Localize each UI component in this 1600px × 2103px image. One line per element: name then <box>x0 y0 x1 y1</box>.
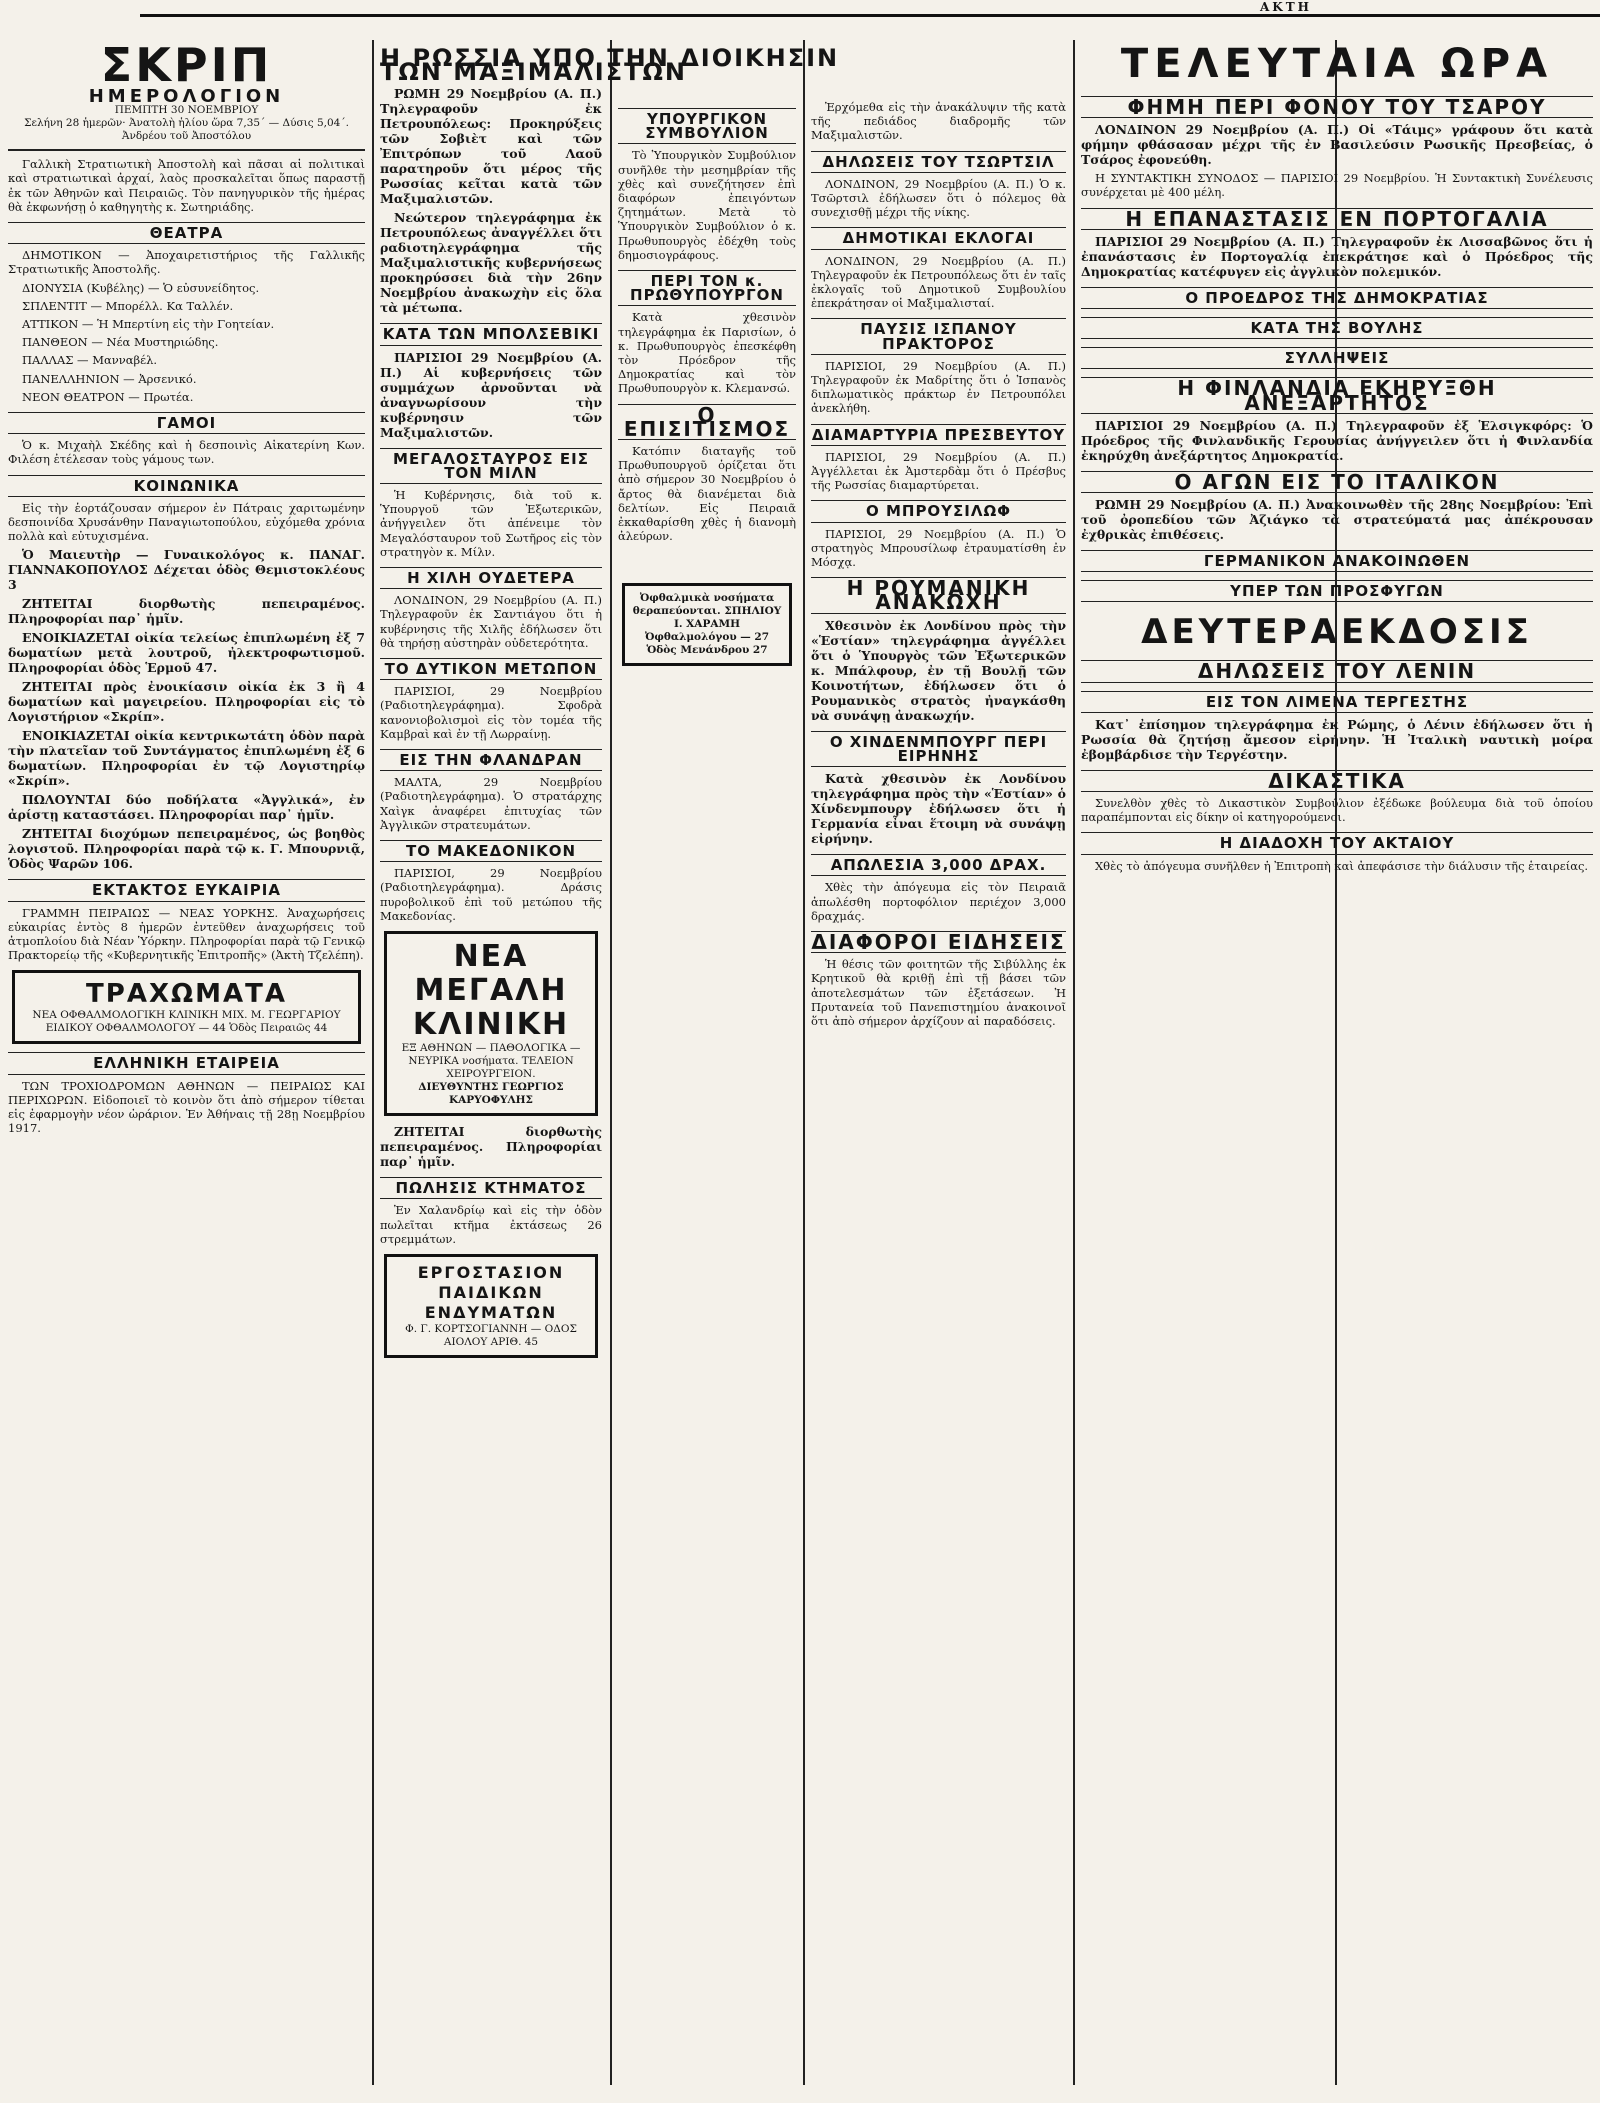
theatre-item: ΝΕΟΝ ΘΕΑΤΡΟΝ — Πρωτέα. <box>22 389 194 404</box>
russia-text: ΠΑΡΙΣΙΟΙ 29 Νοεμβρίου (Α. Π.) Αἱ κυβερνήσεις τῶν συμμάχων ἀρνοῦνται νὰ ἀναγνωρίσουν τὴν κυβέρνησιν τῶν Μαξιμαλιστῶν. <box>380 349 602 440</box>
top-rule <box>140 0 1600 17</box>
classified-ad: ΖΗΤΕΙΤΑΙ διοχύμων πεπειραμένος, ὡς βοηθὸς λογιστοῦ. Πληροφορίαι παρὰ τῷ κ. Γ. Μπουρνιᾷ, Ὁδὸς Ψαρῶν 106. <box>8 826 365 872</box>
brusilov-text: ΠΑΡΙΣΙΟΙ, 29 Νοεμβρίου (Α. Π.) Ὁ στρατηγὸς Μπρουσίλωφ ἐτραυματίσθη ἐν Μόσχᾳ. <box>811 526 1066 570</box>
section-heading: ΠΑΥΣΙΣ ΙΣΠΑΝΟΥ ΠΡΑΚΤΟΡΟΣ <box>811 318 1066 354</box>
classified-ad: ΕΝΟΙΚΙΑΖΕΤΑΙ οἰκία τελείως ἐπιπλωμένη ἐξ 7 δωματίων μετὰ λουτροῦ, ἠλεκτροφωτισμοῦ. Πληροφορίαι ὁδὸς Ἑρμοῦ 47. <box>8 630 365 676</box>
food-text: Κατόπιν διαταγῆς τοῦ Πρωθυπουργοῦ ὁρίζεται ὅτι ἀπὸ σήμερον 30 Νοεμβρίου ὁ ἄρτος θὰ διανέμεται διὰ δελτίων. Εἰς Πειραιᾶ ἐκκαθαρίσθη χθὲς ἡ διανομὴ ἀλεύρων. <box>618 444 796 544</box>
trachoma-title: ΤΡΑΧΩΜΑΤΑ <box>86 979 287 1010</box>
clinic-text: ΕΞ ΑΘΗΝΩΝ — ΠΑΘΟΛΟΓΙΚΑ — ΝΕΥΡΙΚΑ νοσήματα. ΤΕΛΕΙΟΝ ΧΕΙΡΟΥΡΓΕΙΟΝ. <box>401 1042 581 1081</box>
italy-text: ΡΩΜΗ 29 Νοεμβρίου (Α. Π.) Ἀνακοινωθὲν τῆς 28ης Νοεμβρίου: Ἐπὶ τοῦ ὀροπεδίου τῶν Ἀζιάγκο τὰ στρατεύματά μας ἀπέκρουσαν ἐχθρικὰς ἐπιθέσεις. <box>1081 497 1593 543</box>
sale-text: Ἐν Χαλανδρίῳ καὶ εἰς τὴν ὁδὸν πωλεῖται κτῆμα ἐκτάσεως 26 στρεμμάτων. <box>380 1203 602 1246</box>
elections-text: ΛΟΝΔΙΝΟΝ, 29 Νοεμβρίου (Α. Π.) Τηλεγραφοῦν ἐκ Πετρουπόλεως ὅτι ἐν ταῖς ἐκλογαῖς τοῦ Δημοτικοῦ Συμβουλίου ἐπεκράτησαν οἱ Μαξιμαλισταί. <box>811 253 1066 311</box>
chile-text: ΛΟΝΔΙΝΟΝ, 29 Νοεμβρίου (Α. Π.) Τηλεγραφοῦν ἐκ Σαντιάγου ὅτι ἡ κυβέρνησις τῆς Χιλῆς ἐδήλωσεν ὅτι θὰ τηρήσῃ αὐστηρὰν οὐδετερότητα. <box>380 593 602 650</box>
section-heading: ΤΟ ΜΑΚΕΔΟΝΙΚΟΝ <box>380 840 602 862</box>
section-heading: Η ΦΙΝΛΑΝΔΙΑ ΕΚΗΡΥΞΘΗ ΑΝΕΞΑΡΤΗΤΟΣ <box>1081 377 1593 413</box>
section-heading: ΠΕΡΙ ΤΟΝ κ. ΠΡΩΘΥΠΟΥΡΓΟΝ <box>618 270 796 306</box>
finland-text: ΠΑΡΙΣΙΟΙ 29 Νοεμβρίου (Α. Π.) Τηλεγραφοῦν ἐξ Ἑλσιγκφόρς: Ὁ Πρόεδρος τῆς Φινλανδικῆς Γερουσίας ἀνήγγειλεν ὅτι ἡ Φινλανδία ἐκηρύχθη ἀνεξάρτητος Δημοκρατία. <box>1081 417 1593 463</box>
second-edition-title: ΔΕΥΤΕΡΑΕΚΔΟΣΙΣ <box>1141 612 1533 653</box>
column-rule <box>803 40 805 2085</box>
tsar-text: ΛΟΝΔΙΝΟΝ 29 Νοεμβρίου (Α. Π.) Οἱ «Τάιμς» γράφουν ὅτι κατὰ φήμην φθάσασαν μέχρι τῆς ἐν Βασιλεύσιν Ρωσικῆς Πρεσβείας, ὁ Τσάρος ἐφονεύθη. <box>1081 122 1593 168</box>
trachoma-ad <box>12 970 361 1044</box>
section-heading: ΑΠΩΛΕΣΙΑ 3,000 ΔΡΑΧ. <box>811 854 1066 876</box>
classified-ad: ΕΝΟΙΚΙΑΖΕΤΑΙ οἰκία κεντρικωτάτη ὁδὸν παρὰ τὴν πλατεῖαν τοῦ Συντάγματος ἐπιπλωμένη ἐξ 6 δωματίων. Πληροφορίαι ἐν τῷ Λογιστηρίῳ «Σκρίπ». <box>8 728 365 789</box>
clinic-ad <box>384 931 598 1116</box>
column-government <box>618 100 796 2085</box>
masthead-subtitle: ΗΜΕΡΟΛΟΓΙΟΝ <box>88 86 285 107</box>
lenin-text: Κατ᾽ ἐπίσημον τηλεγράφημα ἐκ Ρώμης, ὁ Λένιν ἐδήλωσεν ὅτι ἡ Ρωσσία θὰ ζητήσῃ ἄμεσον εἰρήνην. Ἡ Ἰταλικὴ ναυτικὴ μοίρα ἐβομβάρδισε τὴν Τεργέστην. <box>1081 716 1593 762</box>
russia-lead: ΡΩΜΗ 29 Νοεμβρίου (Α. Π.) Τηλεγραφοῦν ἐκ Πετρουπόλεως: Προκηρύξεις τῶν Σοβιὲτ καὶ τῶν Ἐπιτρόπων τοῦ Λαοῦ παρατηροῦν ὅτι μέρος τῆς Ρωσσίας κεῖται κατὰ τῶν Μαξιμαλιστῶν. <box>380 86 602 207</box>
misc-text: Ἡ θέσις τῶν φοιτητῶν τῆς Σιβύλλης ἐκ Κρητικοῦ θὰ κριθῇ ἐπὶ τῇ βάσει τῶν ἀποτελεσμάτων τῶν ἐξετάσεων. Ἡ Πρυτανεία τοῦ Πανεπιστημίου ἀνακοινοῖ ὅτι ἀπὸ σήμερον ἀρχίζουν αἱ παραδόσεις. <box>811 957 1066 1028</box>
macedonia-text: ΠΑΡΙΣΙΟΙ, 29 Νοεμβρίου (Ραδιοτηλεγράφημα). Δράσις πυροβολικοῦ ἐπὶ τοῦ μετώπου τῆς Μακεδονίας. <box>380 866 602 923</box>
section-heading: ΠΩΛΗΣΙΣ ΚΤΗΜΑΤΟΣ <box>380 1177 602 1199</box>
section-heading: ΕΙΣ ΤΟΝ ΛΙΜΕΝΑ ΤΕΡΓΕΣΤΗΣ <box>1081 691 1593 713</box>
section-heading: ΔΗΛΩΣΕΙΣ ΤΟΥ ΛΕΝΙΝ <box>1081 660 1593 682</box>
theatre-item: ΠΑΝΕΛΛΗΝΙΟΝ — Ἀρσενικό. <box>22 371 197 386</box>
section-heading: ΔΗΛΩΣΕΙΣ ΤΟΥ ΤΣΩΡΤΣΙΛ <box>811 151 1066 173</box>
section-heading: Ο ΜΠΡΟΥΣΙΛΩΦ <box>811 500 1066 522</box>
romania-text: Χθεσινὸν ἐκ Λονδίνου πρὸς τὴν «Ἑστίαν» τηλεγράφημα ἀγγέλλει ὅτι ὁ Ὑπουργὸς τῶν Ἐξωτερικῶν κ. Μπάλφουρ, ἐν τῇ Βουλῇ τῶν Κοινοτήτων, ἐδήλωσεν ὅτι ὁ Ρουμανικὸς στρατὸς ἠναγκάσθη νὰ συνάψῃ ἀνακωχήν. <box>811 617 1066 723</box>
section-heading: Ο ΑΓΩΝ ΕΙΣ ΤΟ ΙΤΑΛΙΚΟΝ <box>1081 471 1593 493</box>
section-heading: Η ΡΟΥΜΑΝΙΚΗ ΑΝΑΚΩΧΗ <box>811 577 1066 613</box>
pm-text: Κατὰ χθεσινὸν τηλεγράφημα ἐκ Παρισίων, ὁ κ. Πρωθυπουργὸς ἐπεσκέφθη τὸν Πρόεδρον τῆς Δημοκρατίας καὶ τὸν Πρωθυπουργὸν κ. Κλεμανσώ. <box>618 310 796 396</box>
news-top: Ἐρχόμεθα εἰς τὴν ἀνακάλυψιν τῆς κατὰ τῆς πεδιάδος διαδρομῆς τῶν Μαξιμαλιστῶν. <box>811 100 1066 143</box>
akthaiou-text: Χθὲς τὸ ἀπόγευμα συνῆλθεν ἡ Ἐπιτροπὴ καὶ ἀπεφάσισε τὴν διάλυσιν τῆς ἑταιρείας. <box>1095 858 1589 873</box>
optics-ad <box>622 583 792 666</box>
weddings-text: Ὁ κ. Μιχαὴλ Σκέδης καὶ ἡ δεσποινὶς Αἰκατερίνη Κων. Φιλέση ἐτέλεσαν τοὺς γάμους των. <box>8 438 365 467</box>
section-heading: ΕΚΤΑΚΤΟΣ ΕΥΚΑΙΡΙΑ <box>8 879 365 901</box>
classified-ad: ΠΩΛΟΥΝΤΑΙ δύο ποδήλατα «Ἀγγλικά», ἐν ἀρίστῃ καταστάσει. Πληροφορίαι παρ᾽ ἡμῖν. <box>8 792 365 823</box>
flanders-text: ΜΑΛΤΑ, 29 Νοεμβρίου (Ραδιοτηλεγράφημα). Ὁ στρατάρχης Χαὶγκ ἀναφέρει ἐπιτυχίας τῶν Ἀγγλικῶν στρατευμάτων. <box>380 775 602 832</box>
section-heading: ΘΕΑΤΡΑ <box>8 222 365 244</box>
section-heading: ΚΑΤΑ ΤΩΝ ΜΠΟΛΣΕΒΙΚΙ <box>380 323 602 345</box>
theatre-item: ΔΗΜΟΤΙΚΟΝ — Ἀποχαιρετιστήριος τῆς Γαλλικῆς Στρατιωτικῆς Ἀποστολῆς. <box>8 248 365 277</box>
protest-text: ΠΑΡΙΣΙΟΙ, 29 Νοεμβρίου (Α. Π.) Ἀγγέλλεται ἐκ Ἀμστερδὰμ ὅτι ὁ Πρέσβυς τῆς Ρωσσίας διαμαρτύρεται. <box>811 449 1066 493</box>
assembly-text: Η ΣΥΝΤΑΚΤΙΚΗ ΣΥΝΟΔΟΣ — ΠΑΡΙΣΙΟΙ 29 Νοεμβρίου. Ἡ Συντακτικὴ Συνέλευσις συνέρχεται μὲ 400 μέλη. <box>1081 171 1593 200</box>
classified-ad: Ὁ Μαιευτὴρ — Γυναικολόγος κ. ΠΑΝΑΓ. ΓΙΑΝΝΑΚΟΠΟΥΛΟΣ Δέχεται ὁδὸς Θεμιστοκλέους 3 <box>8 547 365 593</box>
portugal-text: ΠΑΡΙΣΙΟΙ 29 Νοεμβρίου (Α. Π.) Τηλεγραφοῦν ἐκ Λισσαβῶνος ὅτι ἡ ἐπανάστασις ἐν Πορτογαλίᾳ ἐπεκράτησε καὶ ὁ Πρόεδρος τῆς Δημοκρατίας κατέφυγεν εἰς ἀγγλικὸν πολεμικόν. <box>1081 233 1593 279</box>
milne-text: Ἡ Κυβέρνησις, διὰ τοῦ κ. Ὑπουργοῦ τῶν Ἐξωτερικῶν, ἀνήγγειλεν ὅτι ἀπένειμε τὸν Μεγαλόσταυρον τοῦ Σωτῆρος εἰς τὸν στρατηγὸν κ. Μίλν. <box>380 488 602 559</box>
section-heading: Ο ΕΠΙΣΙΤΙΣΜΟΣ <box>618 404 796 440</box>
column-calendar <box>8 40 365 2080</box>
trachoma-text: ΝΕΑ ΟΦΘΑΛΜΟΛΟΓΙΚΗ ΚΛΙΝΙΚΗ ΜΙΧ. Μ. ΓΕΩΡΓΑΡΙΟΥ ΕΙΔΙΚΟΥ ΟΦΘΑΛΜΟΛΟΓΟΥ — 44 Ὁδὸς Πειραιῶς 44 <box>32 1009 341 1035</box>
section-heading: Η ΔΙΑΔΟΧΗ ΤΟΥ ΑΚΤΑΙΟΥ <box>1081 832 1593 854</box>
clinic-title: ΝΕΑ ΜΕΓΑΛΗ ΚΛΙΝΙΚΗ <box>412 939 570 1043</box>
section-heading: Ο ΧΙΝΔΕΝΜΠΟΥΡΓ ΠΕΡΙ ΕΙΡΗΝΗΣ <box>811 731 1066 767</box>
column-news <box>811 100 1066 2085</box>
section-heading: ΜΕΓΑΛΟΣΤΑΥΡΟΣ ΕΙΣ ΤΟΝ ΜΙΛΝ <box>380 448 602 484</box>
theatre-item: ΑΤΤΙΚΟΝ — Ἡ Μπερτίνη εἰς τὴν Γοητείαν. <box>22 317 275 332</box>
divider <box>8 149 365 151</box>
column-rule <box>610 40 612 2085</box>
theatre-item: ΣΠΛΕΝΤΙΤ — Μπορέλλ. Κα Ταλλέν. <box>22 298 234 313</box>
masthead-almanac: Σελήνη 28 ἡμερῶν· Ἀνατολὴ ἡλίου ὥρα 7,35΄ — Δύσις 5,04΄. Ἀνδρέου τοῦ Ἀποστόλου <box>24 117 349 143</box>
classified-ad: ΖΗΤΕΙΤΑΙ διορθωτὴς πεπειραμένος. Πληροφορίαι παρ᾽ ἡμῖν. <box>8 596 365 627</box>
russia-text: Νεώτερον τηλεγράφημα ἐκ Πετρουπόλεως ἀναγγέλλει ὅτι ραδιοτηλεγράφημα τῆς Μαξιμαλιστικῆς κυβερνήσεως προκηρύσσει διὰ τὴν 26ην Νοεμβρίου ἀνακωχὴν εἰς ὅλα τὰ μέτωπα. <box>380 210 602 316</box>
section-heading: ΕΙΣ ΤΗΝ ΦΛΑΝΔΡΑΝ <box>380 749 602 771</box>
section-heading: ΔΙΑΦΟΡΟΙ ΕΙΔΗΣΕΙΣ <box>811 929 1066 954</box>
theatre-item: ΔΙΟΝΥΣΙΑ (Κυβέλης) — Ὁ εὐσυνείδητος. <box>22 280 260 295</box>
section-heading: ΦΗΜΗ ΠΕΡΙ ΦΟΝΟΥ ΤΟΥ ΤΣΑΡΟΥ <box>1081 96 1593 118</box>
theatre-item: ΠΑΛΛΑΣ — Μανναβέλ. <box>22 353 158 368</box>
section-heading: ΥΠΟΥΡΓΙΚΟΝ ΣΥΜΒΟΥΛΙΟΝ <box>618 108 796 144</box>
excursion-text: ΓΡΑΜΜΗ ΠΕΙΡΑΙΩΣ — ΝΕΑΣ ΥΟΡΚΗΣ. Ἀναχωρήσεις εὐκαιρίας ἐντὸς 8 ἡμερῶν ἐντεῦθεν ἀναχωρήσεις τοῦ ἀτμοπλοίου διὰ Νέαν Ὑόρκην. Πληροφορίαι παρὰ τῷ Γενικῷ Πρακτορείῳ τῆς «Κυβερνητικῆς Ἐπιτροπῆς» (Ἀκτὴ Τζελέπη). <box>8 905 365 963</box>
latest-headline: ΤΕΛΕΥΤΑΙΑ ΩΡΑ <box>1120 41 1554 87</box>
factory-ad <box>384 1254 598 1358</box>
hindenburg-text: Κατὰ χθεσινὸν ἐκ Λονδίνου τηλεγράφημα πρὸς τὴν «Ἑστίαν» ὁ Χίνδενμπουργ ἐδήλωσεν ὅτι ἡ Γερμανία εἶναι ἕτοιμη νὰ συνάψῃ εἰρήνην. <box>811 771 1066 847</box>
intro-text: Γαλλικὴ Στρατιωτικὴ Ἀποστολὴ καὶ πᾶσαι αἱ πολιτικαὶ καὶ στρατιωτικαὶ ἀρχαί, λαὸς προσκαλεῖται ὅπως παραστῇ ἐκ τῶν Ἀθηνῶν καὶ Πειραιῶς. Τὸν πανηγυρικὸν τῆς ἡμέρας θὰ ἐκφωνήσῃ ὁ καθηγητὴς κ. Σωτηριάδης. <box>8 157 365 214</box>
western-text: ΠΑΡΙΣΙΟΙ, 29 Νοεμβρίου (Ραδιοτηλεγράφημα). Σφοδρὰ κανονιοβολισμοὶ εἰς τὸν τομέα τῆς Καμβραὶ καὶ ἐν τῇ Λωρραίνῃ. <box>380 684 602 741</box>
section-heading: Ο ΠΡΟΕΔΡΟΣ ΤΗΣ ΔΗΜΟΚΡΑΤΙΑΣ <box>1081 287 1593 309</box>
section-heading: Η ΕΠΑΝΑΣΤΑΣΙΣ ΕΝ ΠΟΡΤΟΓΑΛΙΑ <box>1081 208 1593 230</box>
column-rule <box>1073 40 1075 2085</box>
section-heading: ΔΙΚΑΣΤΙΚΑ <box>1081 770 1593 792</box>
wanted-ad: ΖΗΤΕΙΤΑΙ διορθωτὴς πεπειραμένος. Πληροφορίαι παρ᾽ ἡμῖν. <box>380 1124 602 1170</box>
optics-text: Ὀφθαλμικὰ νοσήματα θεραπεύονται. ΣΠΗΛΙΟΥ Ι. ΧΑΡΑΜΗ Ὀφθαλμολόγου — 27 Ὁδὸς Μενάνδρου 27 <box>632 592 782 657</box>
masthead-title: ΣΚΡΙΠ <box>100 38 273 92</box>
ministers-text: Τὸ Ὑπουργικὸν Συμβούλιον συνῆλθε τὴν μεσημβρίαν τῆς χθὲς καὶ συνεζήτησεν ἐπὶ διαφόρων ἐπειγόντων ζητημάτων. Μετὰ τὸ Ὑπουργικὸν Συμβούλιον ὁ κ. Πρωθυπουργὸς ἐδέχθη τοὺς δημοσιογράφους. <box>618 148 796 262</box>
theft-text: Χθὲς τὴν ἀπόγευμα εἰς τὸν Πειραιᾶ ἀπωλέσθη πορτοφόλιον περιέχον 3,000 δραχμάς. <box>811 880 1066 923</box>
column-rule <box>372 40 374 2085</box>
section-heading: ΓΕΡΜΑΝΙΚΟΝ ΑΝΑΚΟΙΝΩΘΕΝ <box>1081 550 1593 572</box>
section-heading: ΔΙΑΜΑΡΤΥΡΙΑ ΠΡΕΣΒΕΥΤΟΥ <box>811 424 1066 446</box>
column-latest <box>1081 40 1593 2080</box>
russia-headline: Η ΡΩΣΣΙΑ ΥΠΟ ΤΗΝ ΔΙΟΙΚΗΣΙΝ ΤΩΝ ΜΑΞΙΜΑΛΙΣΤΩΝ <box>380 44 840 87</box>
section-heading: ΣΥΛΛΗΨΕΙΣ <box>1081 347 1593 369</box>
factory-text: Φ. Γ. ΚΟΡΤΣΟΓΙΑΝΝΗ — ΟΔΟΣ ΑΙΟΛΟΥ ΑΡΙΘ. 45 <box>405 1322 577 1348</box>
factory-title: ΕΡΓΟΣΤΑΣΙΟΝ ΠΑΙΔΙΚΩΝ ΕΝΔΥΜΑΤΩΝ <box>417 1262 565 1322</box>
company-text: ΤΩΝ ΤΡΟΧΙΟΔΡΟΜΩΝ ΑΘΗΝΩΝ — ΠΕΙΡΑΙΩΣ ΚΑΙ ΠΕΡΙΧΩΡΩΝ. Εἰδοποιεῖ τὸ κοινὸν ὅτι ἀπὸ σήμερον τίθεται εἰς ἐφαρμογὴν νέον ὡράριον. Ἐν Ἀθήναις τῇ 28ῃ Νοεμβρίου 1917. <box>8 1078 365 1136</box>
theatre-item: ΠΑΝΘΕΟΝ — Νέα Μυστηριώδης. <box>22 335 219 350</box>
courts-text: Συνελθὸν χθὲς τὸ Δικαστικὸν Συμβούλιον ἐξέδωκε βούλευμα διὰ τοῦ ὁποίου παραπέμπονται εἰς δίκην οἱ κατηγορούμενοι. <box>1081 796 1593 825</box>
section-heading: ΚΑΤΑ ΤΗΣ ΒΟΥΛΗΣ <box>1081 317 1593 339</box>
section-heading: Η ΧΙΛΗ ΟΥΔΕΤΕΡΑ <box>380 567 602 589</box>
section-heading: ΓΑΜΟΙ <box>8 412 365 434</box>
folio: ΑΚΤΗ <box>1260 0 1313 14</box>
social-text: Εἰς τὴν ἑορτάζουσαν σήμερον ἐν Πάτραις χαριτωμένην δεσποινίδα Χρυσάνθην Παναγιωτοπούλου, εὐχόμεθα χρόνια πολλὰ καὶ εὐτυχισμένα. <box>8 500 365 544</box>
spain-text: ΠΑΡΙΣΙΟΙ, 29 Νοεμβρίου (Α. Π.) Τηλεγραφοῦν ἐκ Μαδρίτης ὅτι ὁ Ἱσπανὸς διπλωματικὸς πράκτωρ ἐν Πετρουπόλει ἀνεκλήθη. <box>811 358 1066 416</box>
section-heading: ΕΛΛΗΝΙΚΗ ΕΤΑΙΡΕΙΑ <box>8 1052 365 1074</box>
churchill-text: ΛΟΝΔΙΝΟΝ, 29 Νοεμβρίου (Α. Π.) Ὁ κ. Τσῶρτσιλ ἐδήλωσεν ὅτι ὁ πόλεμος θὰ συνεχισθῇ μέχρι τῆς νίκης. <box>811 176 1066 220</box>
masthead-date: ΠΕΜΠΤΗ 30 ΝΟΕΜΒΡΙΟΥ <box>114 104 259 117</box>
clinic-director: ΔΙΕΥΘΥΝΤΗΣ ΓΕΩΡΓΙΟΣ ΚΑΡΥΟΦΥΛΗΣ <box>418 1081 564 1107</box>
classified-ad: ΖΗΤΕΙΤΑΙ πρὸς ἐνοικίασιν οἰκία ἐκ 3 ἢ 4 δωματίων καὶ μαγειρείου. Πληροφορίαι εἰς τὸ Λογιστήριον «Σκρίπ». <box>8 679 365 725</box>
section-heading: ΤΟ ΔΥΤΙΚΟΝ ΜΕΤΩΠΟΝ <box>380 658 602 680</box>
section-heading: ΚΟΙΝΩΝΙΚΑ <box>8 475 365 497</box>
section-heading: ΔΗΜΟΤΙΚΑΙ ΕΚΛΟΓΑΙ <box>811 227 1066 249</box>
section-heading: ΥΠΕΡ ΤΩΝ ΠΡΟΣΦΥΓΩΝ <box>1081 580 1593 602</box>
